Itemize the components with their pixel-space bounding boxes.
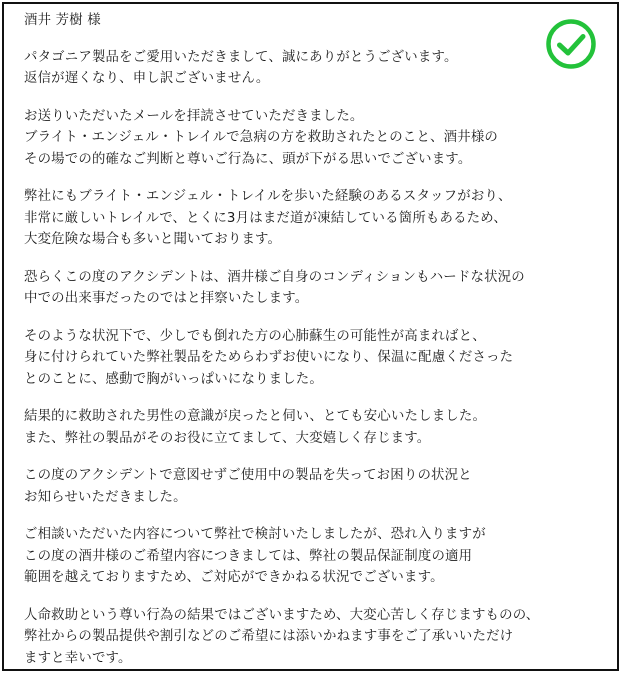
paragraph-line: 返信が遅くなり、申し訳ございません。: [24, 71, 270, 86]
paragraph-relief: [24, 406, 584, 449]
paragraph-line: 大変危険な場合も多いと聞いております。: [24, 232, 282, 247]
paragraph-line: 人命救助という尊い行為の結果ではございますため、大変心苦しく存じますものの、: [24, 607, 540, 623]
paragraph-read-email: [24, 106, 584, 171]
paragraph-line: その場での的確なご判断と尊いご行為に、頭が下がる思いでございます。: [24, 151, 472, 167]
paragraph-line: 弊社にもブライト・エンジェル・トレイルを歩いた経験のあるスタッフがおり、: [24, 189, 512, 204]
paragraph-decline: [24, 605, 584, 670]
paragraph-accident: [24, 267, 584, 310]
paragraph-line: 結果的に救助された男性の意識が戻ったと伺い、とても安心いたしました。: [24, 409, 487, 424]
paragraph-line: とのことに、感動で胸がいっぱいになりました。: [24, 371, 323, 387]
paragraph-line: 非常に厳しいトレイルで、とくに3月はまだ道が凍結している箇所もあるため、: [24, 210, 507, 226]
paragraph-line: パタゴニア製品をご愛用いただきまして、誠にありがとうございます。: [24, 49, 458, 65]
paragraph-line: 恐らくこの度のアクシデントは、酒井様ご自身のコンディションもハードな状況の: [24, 269, 525, 285]
paragraph-line: ますと幸いです。: [24, 650, 132, 666]
paragraph-line: お知らせいただきました。: [24, 489, 187, 505]
paragraph-line: そのような状況下で、少しでも倒れた方の心肺蘇生の可能性が高まればと、: [24, 328, 486, 344]
paragraph-warranty: [24, 524, 584, 589]
paragraph-line: お送りいただいたメールを拝読させていただきました。: [24, 108, 364, 124]
paragraph-trail-danger: [24, 186, 584, 251]
paragraph-line: ご相談いただいた内容について弊社で検討いたしましたが、恐れ入りますが: [24, 527, 486, 542]
letter-body: [24, 10, 584, 685]
paragraph-line: この度の酒井様のご希望内容につきましては、弊社の製品保証制度の適用: [24, 548, 473, 564]
paragraph-line: 中での出来事だったのではと拝察いたします。: [24, 291, 309, 306]
paragraph-cpr: [24, 326, 584, 391]
paragraph-line: 範囲を越えておりますため、ご対応ができかねる状況でございます。: [24, 570, 444, 585]
paragraph-line: また、弊社の製品がそのお役に立てまして、大変嬉しく存じます。: [24, 430, 431, 446]
letter-frame: [2, 2, 619, 671]
paragraph-line: 身に付けられていた弊社製品をためらわずお使いになり、保温に配慮くださった: [24, 350, 514, 365]
paragraph-line: この度のアクシデントで意図せずご使用中の製品を失ってお困りの状況と: [24, 468, 472, 483]
paragraph-line: 弊社からの製品提供や割引などのご希望には添いかねます事をご了承いいただけ: [24, 629, 514, 644]
paragraph-thanks: [24, 47, 584, 90]
salutation: 酒井 芳樹 様: [24, 13, 101, 28]
paragraph-lost-products: [24, 465, 584, 508]
paragraph-line: ブライト・エンジェル・トレイルで急病の方を救助されたとのこと、酒井様の: [24, 130, 498, 145]
